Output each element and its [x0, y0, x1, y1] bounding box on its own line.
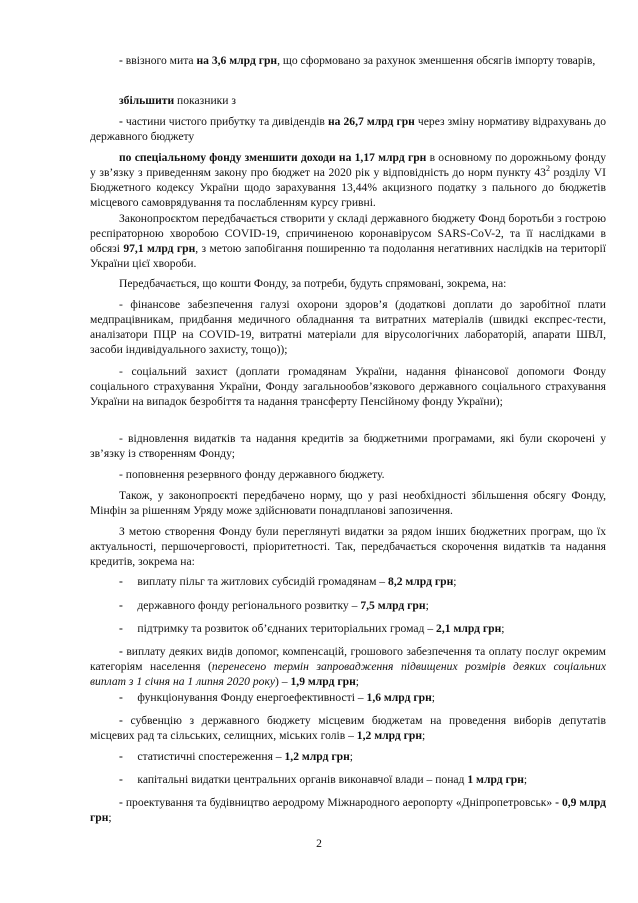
- paragraph-reserve-fund: - поповнення резервного фонду державного бюджету.: [119, 468, 385, 481]
- list-item-communities: - підтримку та розвиток об’єднаних територіальних громад – 2,1 млрд грн;: [119, 622, 505, 635]
- list-item-elections: - субвенцію з державного бюджету місцевим бюджетам на проведення виборів депутатів місцевих рад та сільських, селищних, міських голів – 1,2 млрд грн;: [90, 714, 606, 742]
- paragraph-review: З метою створення Фонду були переглянуті видатки за рядом інших бюджетних програм, що їх актуальності, першочерговості, пріоритетності. Так, передбачається скорочення видатків та надання кредитів, зокрема на:: [90, 525, 606, 568]
- list-item-energy-efficiency: - функціонування Фонду енергоефективності – 1,6 млрд грн;: [119, 691, 435, 704]
- paragraph-special-fund: по спеціальному фонду зменшити доходи на 1,17 млрд грн в основному по дорожньому фонду у зв’язку з приведенням закону про бюджет на 2020 рік у відповідність до норм пункту $43^2$ розділу VI Бюджетного кодексу України щодо зарахування 13,44% акцизного податку з пального до бюджетів місцевого самоврядування та послабленням курсу гривні.: [90, 151, 607, 209]
- paragraph-net-profit: - частини чистого прибутку та дивідендів на 26,7 млрд грн через зміну нормативу відрахувань до державного бюджету: [90, 115, 606, 143]
- paragraph-covid-fund: Законопроєктом передбачається створити у складі державного бюджету Фонд боротьби з гострою респіраторною хворобою COVID-19, спричиненою коронавірусом SARS-CoV-2, та її наслідками в обсязі 97,1 млрд грн, з метою запобігання поширенню та подолання негативних наслідків на території України цієї хвороби.: [90, 212, 606, 270]
- paragraph-borrowing: Також, у законопроєкті передбачено норму, що у разі необхідності збільшення обсягу Фонду, Мінфін за рішенням Уряду може здійснювати понадпланові запозичення.: [90, 489, 606, 517]
- paragraph-fund-purpose: Передбачається, що кошти Фонду, за потреби, будуть спрямовані, зокрема, на:: [119, 277, 507, 290]
- list-item-regional-fund: - державного фонду регіонального розвитку – 7,5 млрд грн;: [119, 599, 429, 612]
- list-item-subsidies: - виплату пільг та житлових субсидій громадянам – 8,2 млрд грн;: [119, 575, 457, 588]
- list-item-statistics: - статистичні спостереження – 1,2 млрд грн;: [119, 750, 353, 763]
- paragraph-social-protection: - соціальний захист (доплати громадянам України, надання фінансової допомоги Фонду соціального страхування України, Фонду загальнообов’язкового державного соціального страхування України на випадок безробіття та надання трансферту Пенсійному фонду України);: [90, 365, 606, 408]
- paragraph-increase-heading: збільшити показники з: [119, 94, 236, 107]
- list-item-social-payments: - виплату деяких видів допомог, компенсацій, грошового забезпечення та оплату послуг окремим категоріям населення (перенесено термін запровадження підвищених розмірів деяких соціальних виплат з 1 січня на 1 липня 2020 року) – 1,9 млрд грн;: [90, 645, 606, 688]
- paragraph-healthcare: - фінансове забезпечення галузі охорони здоров’я (додаткові доплати до заробітної плати медпрацівникам, придбання медичного обладнання та витратних матеріалів (швидкі експрес-тести, аналізатори ПЦР на COVID-19, витратні матеріали для вірусологічних лабораторій, апарати ШВЛ, засоби індивідуального захисту, тощо));: [90, 298, 606, 356]
- paragraph-restore-expenditures: - відновлення видатків та надання кредитів за бюджетними програмами, які були скорочені у зв’язку із створенням Фонду;: [90, 432, 606, 460]
- paragraph-import-duty: - ввізного мита на 3,6 млрд грн, що сформовано за рахунок зменшення обсягів імпорту товарів,: [119, 54, 596, 67]
- list-item-airport: - проектування та будівництво аеродрому Міжнародного аеропорту «Дніпропетровськ» - 0,9 млрд грн;: [90, 796, 606, 824]
- page-number: 2: [316, 837, 322, 850]
- list-item-capital-expenditures: - капітальні видатки центральних органів виконавчої влади – понад 1 млрд грн;: [119, 773, 528, 786]
